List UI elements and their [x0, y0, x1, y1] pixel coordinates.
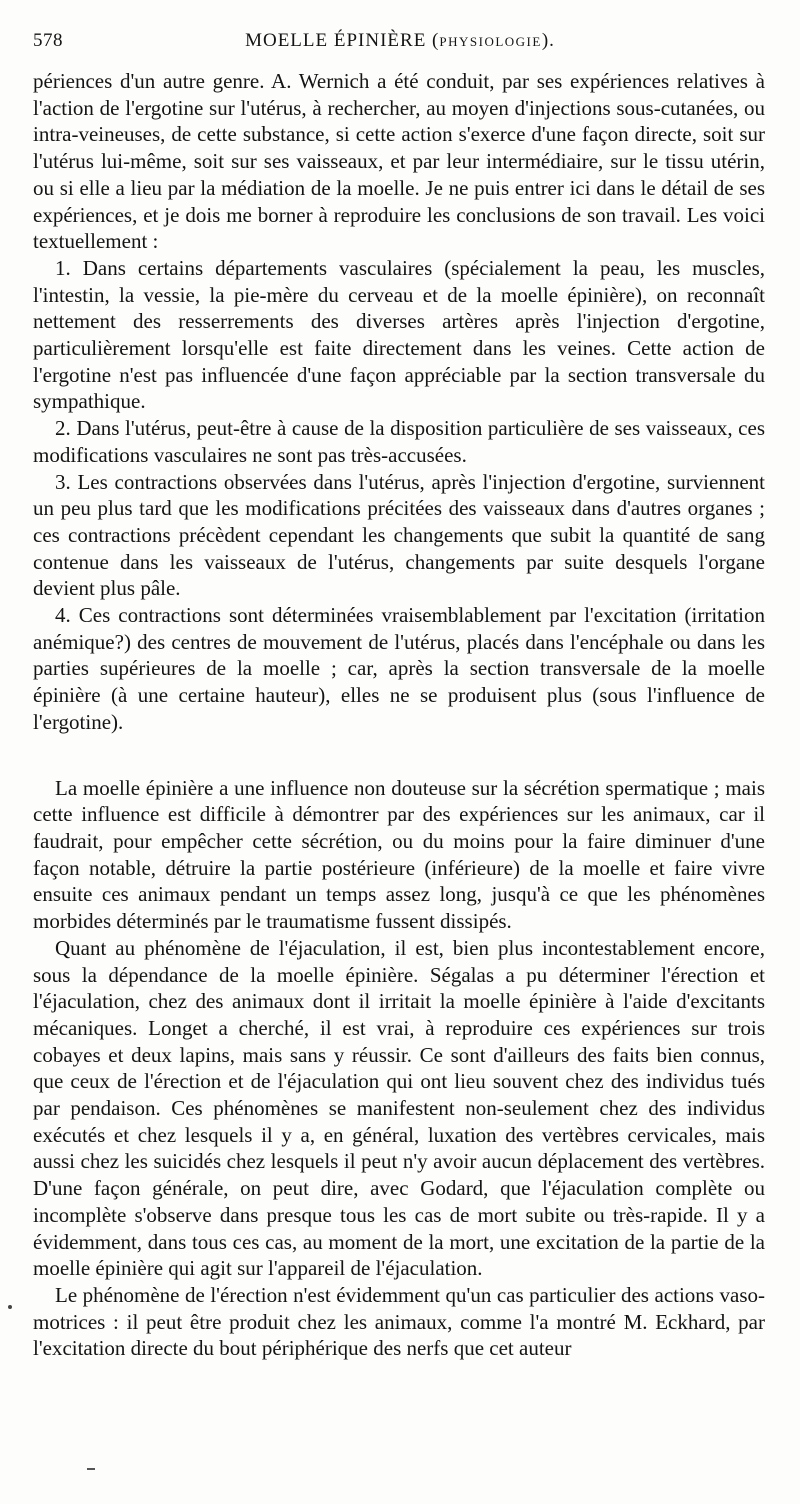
running-title-main: MOELLE ÉPINIÈRE (: [245, 30, 440, 51]
conclusion-1: 1. Dans certains départements vasculaires (spécialement la peau, les muscles, l'intestin, la vessie, la pie-mère du cerveau et de la moelle épinière), on reconnaît nettement des resserrements des diverses artères après l'injection d'ergotine, particulièrement lorsqu'elle est faite directement dans les veines. Cette action de l'ergotine n'est pas influencée d'une façon appréciable par la section transversale du sympathique.: [33, 255, 765, 414]
paragraph-ejaculation: Quant au phénomène de l'éjaculation, il est, bien plus incontestablement encore, sous la dépendance de la moelle épinière. Ségalas a pu déterminer l'érection et l'éjaculation, chez des animaux dont il irritait la moelle épinière à l'aide d'excitants mécaniques. Longet a cherché, il est vrai, à reproduire ces expériences sur trois cobayes et deux lapins, mais sans y réussir. Ce sont d'ailleurs des faits bien connus, que ceux de l'érection et de l'éjaculation qui ont lieu souvent chez des individus tués par pendaison. Ces phénomènes se manifestent non-seulement chez des individus exécutés et chez lesquels il y a, en général, luxation des vertèbres cervicales, mais aussi chez les suicidés chez lesquels il peut n'y avoir aucun déplacement des vertèbres. D'une façon générale, on peut dire, avec Godard, que l'éjaculation complète ou incomplète s'observe dans presque tous les cas de mort subite ou très-rapide. Il y a évidemment, dans tous ces cas, au moment de la mort, une excitation de la partie de la moelle épinière qui agit sur l'appareil de l'éjaculation.: [33, 935, 765, 1281]
page-header: [33, 30, 767, 60]
paragraph-spermatic: La moelle épinière a une influence non douteuse sur la sécrétion spermatique ; mais cette influence est difficile à démontrer par des expériences sur les animaux, car il faudrait, pour empêcher cette sécrétion, ou du moins pour la faire diminuer d'une façon notable, détruire la partie postérieure (inférieure) de la moelle et faire vivre ensuite ces animaux pendant un temps assez long, jusqu'à ce que les phénomènes morbides déterminés par le traumatisme fussent dissipés.: [33, 775, 765, 934]
section-gap: [33, 736, 765, 775]
paragraph-continuation: périences d'un autre genre. A. Wernich a été conduit, par ses expériences relatives à l'action de l'ergotine sur l'utérus, à rechercher, au moyen d'injections sous-cutanées, ou intra-veineuses, de cette substance, si cette action s'exerce d'une façon directe, soit sur l'utérus lui-même, soit sur ses vaisseaux, et par leur intermédiaire, sur le tissu utérin, ou si elle a lieu par la médiation de la moelle. Je ne puis entrer ici dans le détail de ses expériences, et je dois me borner à reproduire les conclusions de son travail. Les voici textuellement :: [33, 69, 765, 254]
margin-speck: [8, 1305, 12, 1309]
running-title-section: PHYSIOLOGIE: [439, 34, 542, 49]
page-number: 578: [33, 30, 63, 51]
paragraph-erection: Le phénomène de l'érection n'est évidemment qu'un cas particulier des actions vaso-motrices : il peut être produit chez les animaux, comme l'a montré M. Eckhard, par l'excitation directe du bout périphérique des nerfs que cet auteur: [33, 1282, 765, 1361]
conclusion-3: 3. Les contractions observées dans l'utérus, après l'injection d'ergotine, surviennent un peu plus tard que les modifications précitées des vaisseaux dans d'autres organes ; ces contractions précèdent cependant les changements que subit la quantité de sang contenue dans les vaisseaux de l'utérus, changements par suite desquels l'organe devient plus pâle.: [33, 469, 765, 601]
running-title: [33, 30, 767, 52]
footer-speck: [87, 1468, 95, 1470]
conclusion-2: 2. Dans l'utérus, peut-être à cause de la disposition particulière de ses vaisseaux, ces modifications vasculaires ne sont pas très-accusées.: [33, 416, 765, 467]
body-text: [33, 68, 765, 1362]
conclusion-4: 4. Ces contractions sont déterminées vraisemblablement par l'excitation (irritation anémique?) des centres de mouvement de l'utérus, placés dans l'encéphale ou dans les parties supérieures de la moelle ; car, après la section transversale de la moelle épinière (à une certaine hauteur), elles ne se produisent plus (sous l'influence de l'ergotine).: [33, 603, 765, 734]
running-title-close: ).: [541, 30, 555, 51]
